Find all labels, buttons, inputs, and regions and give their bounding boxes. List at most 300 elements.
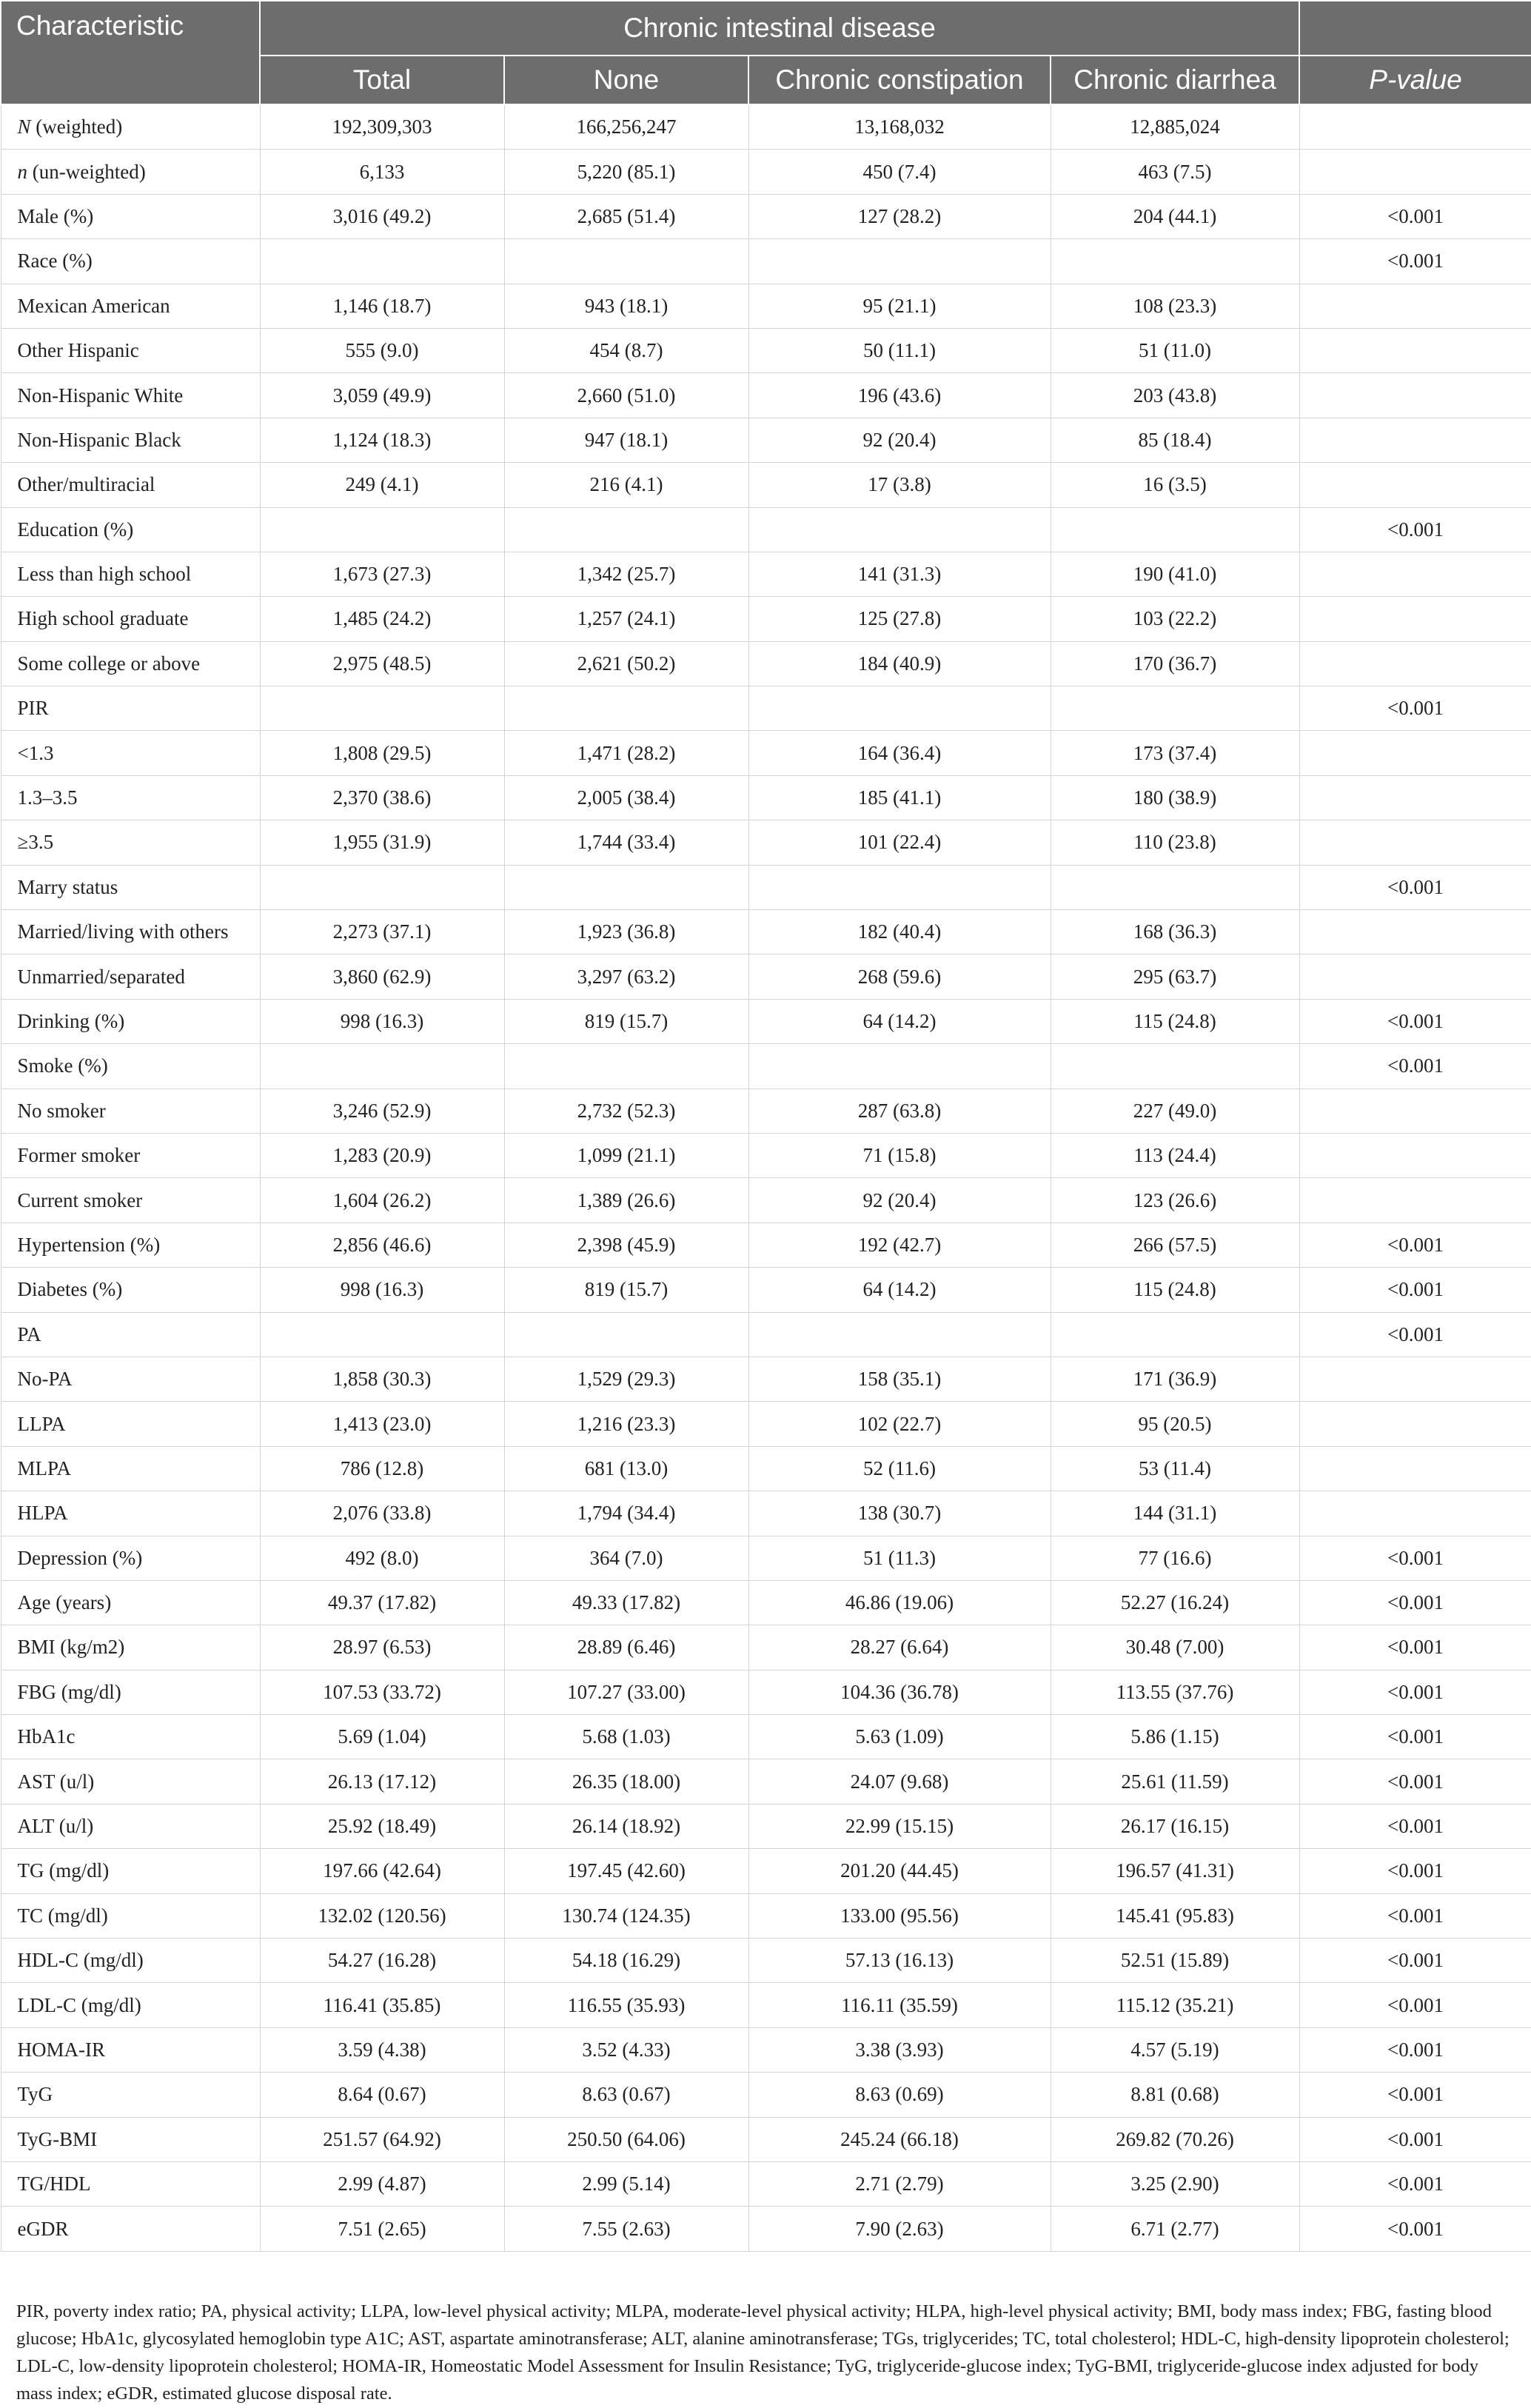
cell-diarrhea: 196.57 (41.31) <box>1051 1849 1299 1893</box>
cell-none <box>504 865 748 909</box>
cell-none: 947 (18.1) <box>504 418 748 462</box>
cell-constipation: 184 (40.9) <box>748 641 1051 686</box>
cell-constipation: 185 (41.1) <box>748 775 1051 820</box>
table-row <box>1 507 1531 552</box>
cell-p-value <box>1299 150 1531 194</box>
header-group: Chronic intestinal disease <box>260 1 1299 56</box>
cell-none: 216 (4.1) <box>504 463 748 507</box>
cell-none: 5,220 (85.1) <box>504 150 748 194</box>
cell-diarrhea: 52.27 (16.24) <box>1051 1580 1299 1625</box>
cell-none: 2,398 (45.9) <box>504 1223 748 1267</box>
cell-total: 132.02 (120.56) <box>260 1893 504 1938</box>
cell-diarrhea: 108 (23.3) <box>1051 284 1299 328</box>
cell-constipation: 5.63 (1.09) <box>748 1715 1051 1759</box>
row-label: Marry status <box>1 865 260 909</box>
cell-total <box>260 1044 504 1088</box>
cell-none: 28.89 (6.46) <box>504 1625 748 1670</box>
cell-constipation: 268 (59.6) <box>748 954 1051 999</box>
row-label-symbol: n <box>17 160 27 183</box>
cell-total: 26.13 (17.12) <box>260 1759 504 1804</box>
cell-diarrhea: 53 (11.4) <box>1051 1446 1299 1491</box>
table-row <box>1 820 1531 865</box>
table-row <box>1 1178 1531 1223</box>
cell-diarrhea: 266 (57.5) <box>1051 1223 1299 1267</box>
row-label: <1.3 <box>1 731 260 775</box>
table-row <box>1 1759 1531 1804</box>
table-row <box>1 2073 1531 2117</box>
row-label: HbA1c <box>1 1715 260 1759</box>
cell-constipation: 102 (22.7) <box>748 1402 1051 1446</box>
cell-total: 1,146 (18.7) <box>260 284 504 328</box>
table-row <box>1 999 1531 1043</box>
cell-p-value <box>1299 1357 1531 1401</box>
cell-p-value: <0.001 <box>1299 2117 1531 2161</box>
cell-total: 2,370 (38.6) <box>260 775 504 820</box>
cell-p-value <box>1299 820 1531 865</box>
cell-diarrhea: 227 (49.0) <box>1051 1088 1299 1133</box>
cell-total: 249 (4.1) <box>260 463 504 507</box>
cell-diarrhea <box>1051 507 1299 552</box>
table-row <box>1 1580 1531 1625</box>
cell-p-value: <0.001 <box>1299 1893 1531 1938</box>
table-row <box>1 1223 1531 1267</box>
cell-constipation: 192 (42.7) <box>748 1223 1051 1267</box>
cell-none: 943 (18.1) <box>504 284 748 328</box>
cell-p-value: <0.001 <box>1299 1759 1531 1804</box>
cell-total: 5.69 (1.04) <box>260 1715 504 1759</box>
table-row <box>1 1983 1531 2027</box>
cell-total: 998 (16.3) <box>260 999 504 1043</box>
cell-diarrhea: 5.86 (1.15) <box>1051 1715 1299 1759</box>
row-label: AST (u/l) <box>1 1759 260 1804</box>
cell-diarrhea: 190 (41.0) <box>1051 552 1299 596</box>
cell-diarrhea: 115 (24.8) <box>1051 1268 1299 1312</box>
cell-total: 49.37 (17.82) <box>260 1580 504 1625</box>
row-label: LDL-C (mg/dl) <box>1 1983 260 2027</box>
cell-diarrhea: 77 (16.6) <box>1051 1536 1299 1580</box>
cell-constipation <box>748 1312 1051 1357</box>
cell-p-value: <0.001 <box>1299 686 1531 731</box>
cell-constipation: 138 (30.7) <box>748 1491 1051 1536</box>
cell-p-value <box>1299 284 1531 328</box>
cell-none: 166,256,247 <box>504 104 748 150</box>
cell-diarrhea: 110 (23.8) <box>1051 820 1299 865</box>
table-row <box>1 1357 1531 1401</box>
cell-diarrhea: 115.12 (35.21) <box>1051 1983 1299 2027</box>
cell-total: 1,808 (29.5) <box>260 731 504 775</box>
table-row <box>1 775 1531 820</box>
cell-total <box>260 507 504 552</box>
table-row <box>1 1268 1531 1312</box>
cell-p-value <box>1299 910 1531 954</box>
cell-none: 2,685 (51.4) <box>504 194 748 238</box>
table-row <box>1 731 1531 775</box>
table-row <box>1 2161 1531 2206</box>
table-row <box>1 1133 1531 1177</box>
table-row <box>1 597 1531 641</box>
table-row <box>1 1715 1531 1759</box>
row-label: Age (years) <box>1 1580 260 1625</box>
row-label: Depression (%) <box>1 1536 260 1580</box>
cell-p-value: <0.001 <box>1299 1223 1531 1267</box>
cell-diarrhea: 25.61 (11.59) <box>1051 1759 1299 1804</box>
cell-constipation: 50 (11.1) <box>748 328 1051 372</box>
cell-total: 107.53 (33.72) <box>260 1670 504 1714</box>
cell-p-value: <0.001 <box>1299 1536 1531 1580</box>
cell-none: 1,099 (21.1) <box>504 1133 748 1177</box>
cell-total: 2,975 (48.5) <box>260 641 504 686</box>
cell-p-value: <0.001 <box>1299 1939 1531 1983</box>
cell-none <box>504 686 748 731</box>
cell-total: 25.92 (18.49) <box>260 1804 504 1848</box>
row-label: LLPA <box>1 1402 260 1446</box>
cell-total: 2,856 (46.6) <box>260 1223 504 1267</box>
cell-none: 1,216 (23.3) <box>504 1402 748 1446</box>
row-label: TG (mg/dl) <box>1 1849 260 1893</box>
cell-total <box>260 686 504 731</box>
cell-diarrhea: 113 (24.4) <box>1051 1133 1299 1177</box>
table-row <box>1 2117 1531 2161</box>
cell-p-value <box>1299 641 1531 686</box>
cell-diarrhea: 6.71 (2.77) <box>1051 2207 1299 2251</box>
cell-diarrhea: 144 (31.1) <box>1051 1491 1299 1536</box>
cell-p-value: <0.001 <box>1299 1268 1531 1312</box>
row-label-symbol: N <box>17 116 31 138</box>
cell-none: 1,923 (36.8) <box>504 910 748 954</box>
table-row <box>1 552 1531 596</box>
row-label: eGDR <box>1 2207 260 2251</box>
cell-total: 1,604 (26.2) <box>260 1178 504 1223</box>
row-label: TyG-BMI <box>1 2117 260 2161</box>
cell-constipation: 116.11 (35.59) <box>748 1983 1051 2027</box>
cell-total: 3,246 (52.9) <box>260 1088 504 1133</box>
cell-total: 1,673 (27.3) <box>260 552 504 596</box>
cell-none: 7.55 (2.63) <box>504 2207 748 2251</box>
cell-diarrhea <box>1051 1044 1299 1088</box>
cell-total: 192,309,303 <box>260 104 504 150</box>
cell-p-value: <0.001 <box>1299 2073 1531 2117</box>
cell-p-value <box>1299 1446 1531 1491</box>
cell-constipation: 52 (11.6) <box>748 1446 1051 1491</box>
cell-diarrhea: 26.17 (16.15) <box>1051 1804 1299 1848</box>
cell-diarrhea: 269.82 (70.26) <box>1051 2117 1299 2161</box>
table-row <box>1 1804 1531 1848</box>
cell-diarrhea: 52.51 (15.89) <box>1051 1939 1299 1983</box>
cell-total: 7.51 (2.65) <box>260 2207 504 2251</box>
cell-total: 2,273 (37.1) <box>260 910 504 954</box>
row-label: Education (%) <box>1 507 260 552</box>
cell-p-value <box>1299 1491 1531 1536</box>
cell-total: 786 (12.8) <box>260 1446 504 1491</box>
cell-p-value: <0.001 <box>1299 2027 1531 2072</box>
cell-constipation: 13,168,032 <box>748 104 1051 150</box>
row-label: Former smoker <box>1 1133 260 1177</box>
cell-constipation: 24.07 (9.68) <box>748 1759 1051 1804</box>
row-label: Non-Hispanic White <box>1 373 260 418</box>
cell-diarrhea: 16 (3.5) <box>1051 463 1299 507</box>
cell-constipation: 133.00 (95.56) <box>748 1893 1051 1938</box>
cell-none: 681 (13.0) <box>504 1446 748 1491</box>
cell-constipation: 141 (31.3) <box>748 552 1051 596</box>
cell-p-value: <0.001 <box>1299 1670 1531 1714</box>
cell-p-value: <0.001 <box>1299 1715 1531 1759</box>
cell-none: 8.63 (0.67) <box>504 2073 748 2117</box>
row-label: 1.3–3.5 <box>1 775 260 820</box>
table-row <box>1 328 1531 372</box>
cell-p-value: <0.001 <box>1299 1625 1531 1670</box>
cell-diarrhea: 4.57 (5.19) <box>1051 2027 1299 2072</box>
cell-diarrhea: 51 (11.0) <box>1051 328 1299 372</box>
row-label: ≥3.5 <box>1 820 260 865</box>
cell-total: 197.66 (42.64) <box>260 1849 504 1893</box>
row-label: No smoker <box>1 1088 260 1133</box>
cell-diarrhea <box>1051 865 1299 909</box>
cell-constipation: 51 (11.3) <box>748 1536 1051 1580</box>
cell-p-value: <0.001 <box>1299 239 1531 284</box>
table-row <box>1 954 1531 999</box>
table-header <box>1 1 1531 104</box>
cell-constipation: 8.63 (0.69) <box>748 2073 1051 2117</box>
table-row <box>1 194 1531 238</box>
cell-p-value: <0.001 <box>1299 1983 1531 2027</box>
cell-none: 2.99 (5.14) <box>504 2161 748 2206</box>
cell-p-value <box>1299 1402 1531 1446</box>
row-label: High school graduate <box>1 597 260 641</box>
table-row <box>1 284 1531 328</box>
cell-diarrhea: 115 (24.8) <box>1051 999 1299 1043</box>
cell-total: 1,283 (20.9) <box>260 1133 504 1177</box>
cell-total: 1,485 (24.2) <box>260 597 504 641</box>
table-row <box>1 1625 1531 1670</box>
cell-constipation: 196 (43.6) <box>748 373 1051 418</box>
row-label: TC (mg/dl) <box>1 1893 260 1938</box>
cell-p-value <box>1299 1088 1531 1133</box>
cell-diarrhea: 204 (44.1) <box>1051 194 1299 238</box>
row-label: ALT (u/l) <box>1 1804 260 1848</box>
cell-none: 107.27 (33.00) <box>504 1670 748 1714</box>
table-row <box>1 1849 1531 1893</box>
cell-constipation: 57.13 (16.13) <box>748 1939 1051 1983</box>
cell-diarrhea: 12,885,024 <box>1051 104 1299 150</box>
row-label: PIR <box>1 686 260 731</box>
cell-total: 998 (16.3) <box>260 1268 504 1312</box>
table-row <box>1 1088 1531 1133</box>
table-row <box>1 1312 1531 1357</box>
cell-none: 819 (15.7) <box>504 999 748 1043</box>
cell-constipation <box>748 507 1051 552</box>
cell-diarrhea: 170 (36.7) <box>1051 641 1299 686</box>
cell-total: 3.59 (4.38) <box>260 2027 504 2072</box>
cell-p-value: <0.001 <box>1299 1044 1531 1088</box>
cell-diarrhea: 295 (63.7) <box>1051 954 1299 999</box>
row-label: Race (%) <box>1 239 260 284</box>
row-label-suffix: (un-weighted) <box>27 160 146 183</box>
cell-none: 1,529 (29.3) <box>504 1357 748 1401</box>
cell-total: 1,955 (31.9) <box>260 820 504 865</box>
cell-none <box>504 1044 748 1088</box>
cell-total <box>260 239 504 284</box>
cell-total: 3,059 (49.9) <box>260 373 504 418</box>
cell-constipation: 71 (15.8) <box>748 1133 1051 1177</box>
cell-none <box>504 239 748 284</box>
cell-constipation <box>748 686 1051 731</box>
cell-constipation: 127 (28.2) <box>748 194 1051 238</box>
row-label: MLPA <box>1 1446 260 1491</box>
cell-diarrhea <box>1051 686 1299 731</box>
cell-none: 5.68 (1.03) <box>504 1715 748 1759</box>
cell-p-value: <0.001 <box>1299 2161 1531 2206</box>
cell-none: 26.14 (18.92) <box>504 1804 748 1848</box>
cell-total: 6,133 <box>260 150 504 194</box>
row-label: Mexican American <box>1 284 260 328</box>
cell-p-value <box>1299 597 1531 641</box>
cell-diarrhea: 103 (22.2) <box>1051 597 1299 641</box>
cell-p-value: <0.001 <box>1299 2207 1531 2251</box>
header-blank <box>1299 1 1531 56</box>
cell-constipation: 2.71 (2.79) <box>748 2161 1051 2206</box>
row-label: HOMA-IR <box>1 2027 260 2072</box>
header-col-diarrhea: Chronic diarrhea <box>1051 56 1299 104</box>
cell-constipation: 125 (27.8) <box>748 597 1051 641</box>
cell-constipation: 158 (35.1) <box>748 1357 1051 1401</box>
cell-p-value <box>1299 1133 1531 1177</box>
cell-total: 555 (9.0) <box>260 328 504 372</box>
row-label: HLPA <box>1 1491 260 1536</box>
table-row <box>1 1446 1531 1491</box>
cell-total: 2,076 (33.8) <box>260 1491 504 1536</box>
cell-none: 2,732 (52.3) <box>504 1088 748 1133</box>
table-body <box>1 104 1531 2251</box>
table-row <box>1 641 1531 686</box>
table-row <box>1 2207 1531 2251</box>
row-label: Non-Hispanic Black <box>1 418 260 462</box>
table-row <box>1 1939 1531 1983</box>
cell-p-value <box>1299 552 1531 596</box>
cell-none: 130.74 (124.35) <box>504 1893 748 1938</box>
cell-p-value <box>1299 775 1531 820</box>
table-footnote: PIR, poverty index ratio; PA, physical activity; LLPA, low-level physical activity; MLPA, moderate-level physical activity; HLPA, high-level physical activity; BMI, body mass index; FBG, fasting blood glucose; HbA1c, glycosylated hemoglobin type A1C; AST, aspartate aminotransferase; ALT, alanine aminotransferase; TGs, triglycerides; TC, total cholesterol; HDL-C, high-density lipoprotein cholesterol; LDL-C, low-density lipoprotein cholesterol; HOMA-IR, Homeostatic Model Assessment for Insulin Resistance; TyG, triglyceride-glucose index; TyG-BMI, triglyceride-glucose index adjusted for body mass index; eGDR, estimated glucose disposal rate. <box>16 2301 1510 2404</box>
cell-p-value <box>1299 1178 1531 1223</box>
table-row <box>1 104 1531 150</box>
header-col-none: None <box>504 56 748 104</box>
cell-none: 250.50 (64.06) <box>504 2117 748 2161</box>
cell-total: 2.99 (4.87) <box>260 2161 504 2206</box>
cell-p-value <box>1299 463 1531 507</box>
table-row <box>1 686 1531 731</box>
cell-diarrhea: 8.81 (0.68) <box>1051 2073 1299 2117</box>
row-label: Some college or above <box>1 641 260 686</box>
cell-none: 3,297 (63.2) <box>504 954 748 999</box>
cell-total: 1,124 (18.3) <box>260 418 504 462</box>
header-col-constipation: Chronic constipation <box>748 56 1051 104</box>
cell-none: 2,660 (51.0) <box>504 373 748 418</box>
cell-constipation: 92 (20.4) <box>748 418 1051 462</box>
cell-total: 3,016 (49.2) <box>260 194 504 238</box>
cell-diarrhea: 30.48 (7.00) <box>1051 1625 1299 1670</box>
row-label <box>1 150 260 194</box>
row-label <box>1 104 260 150</box>
cell-diarrhea: 168 (36.3) <box>1051 910 1299 954</box>
cell-p-value: <0.001 <box>1299 1580 1531 1625</box>
row-label: HDL-C (mg/dl) <box>1 1939 260 1983</box>
table-row <box>1 1893 1531 1938</box>
cell-p-value: <0.001 <box>1299 999 1531 1043</box>
cell-p-value: <0.001 <box>1299 1804 1531 1848</box>
table-row <box>1 1491 1531 1536</box>
cell-constipation: 101 (22.4) <box>748 820 1051 865</box>
cell-constipation <box>748 865 1051 909</box>
cell-constipation: 22.99 (15.15) <box>748 1804 1051 1848</box>
row-label: Other Hispanic <box>1 328 260 372</box>
cell-total: 54.27 (16.28) <box>260 1939 504 1983</box>
cell-constipation <box>748 1044 1051 1088</box>
cell-none: 54.18 (16.29) <box>504 1939 748 1983</box>
cell-none: 3.52 (4.33) <box>504 2027 748 2072</box>
cell-p-value: <0.001 <box>1299 507 1531 552</box>
row-label: Smoke (%) <box>1 1044 260 1088</box>
cell-total <box>260 1312 504 1357</box>
cell-diarrhea <box>1051 239 1299 284</box>
row-label: Other/multiracial <box>1 463 260 507</box>
header-characteristic: Characteristic <box>1 1 260 104</box>
row-label: TyG <box>1 2073 260 2117</box>
cell-none: 1,744 (33.4) <box>504 820 748 865</box>
cell-total: 251.57 (64.92) <box>260 2117 504 2161</box>
row-label: Drinking (%) <box>1 999 260 1043</box>
table-row <box>1 150 1531 194</box>
cell-none: 197.45 (42.60) <box>504 1849 748 1893</box>
cell-total: 1,413 (23.0) <box>260 1402 504 1446</box>
cell-none: 116.55 (35.93) <box>504 1983 748 2027</box>
cell-constipation: 450 (7.4) <box>748 150 1051 194</box>
cell-total: 28.97 (6.53) <box>260 1625 504 1670</box>
row-label: PA <box>1 1312 260 1357</box>
cell-total: 8.64 (0.67) <box>260 2073 504 2117</box>
table-row <box>1 910 1531 954</box>
cell-p-value: <0.001 <box>1299 194 1531 238</box>
table-row <box>1 239 1531 284</box>
cell-constipation: 104.36 (36.78) <box>748 1670 1051 1714</box>
cell-p-value: <0.001 <box>1299 1849 1531 1893</box>
cell-p-value <box>1299 954 1531 999</box>
table-row <box>1 463 1531 507</box>
cell-constipation: 164 (36.4) <box>748 731 1051 775</box>
cell-diarrhea: 145.41 (95.83) <box>1051 1893 1299 1938</box>
table-row <box>1 865 1531 909</box>
row-label: Unmarried/separated <box>1 954 260 999</box>
row-label: Married/living with others <box>1 910 260 954</box>
row-label: No-PA <box>1 1357 260 1401</box>
row-label: FBG (mg/dl) <box>1 1670 260 1714</box>
cell-diarrhea: 113.55 (37.76) <box>1051 1670 1299 1714</box>
cell-none: 364 (7.0) <box>504 1536 748 1580</box>
row-label: Current smoker <box>1 1178 260 1223</box>
cell-none: 454 (8.7) <box>504 328 748 372</box>
row-label: Diabetes (%) <box>1 1268 260 1312</box>
cell-constipation: 92 (20.4) <box>748 1178 1051 1223</box>
cell-constipation: 245.24 (66.18) <box>748 2117 1051 2161</box>
cell-p-value <box>1299 418 1531 462</box>
cell-diarrhea: 203 (43.8) <box>1051 373 1299 418</box>
cell-total: 3,860 (62.9) <box>260 954 504 999</box>
cell-diarrhea: 173 (37.4) <box>1051 731 1299 775</box>
cell-total <box>260 865 504 909</box>
cell-none: 49.33 (17.82) <box>504 1580 748 1625</box>
cell-constipation: 287 (63.8) <box>748 1088 1051 1133</box>
header-col-p-value: P-value <box>1299 56 1531 104</box>
cell-none: 2,005 (38.4) <box>504 775 748 820</box>
cell-none: 26.35 (18.00) <box>504 1759 748 1804</box>
